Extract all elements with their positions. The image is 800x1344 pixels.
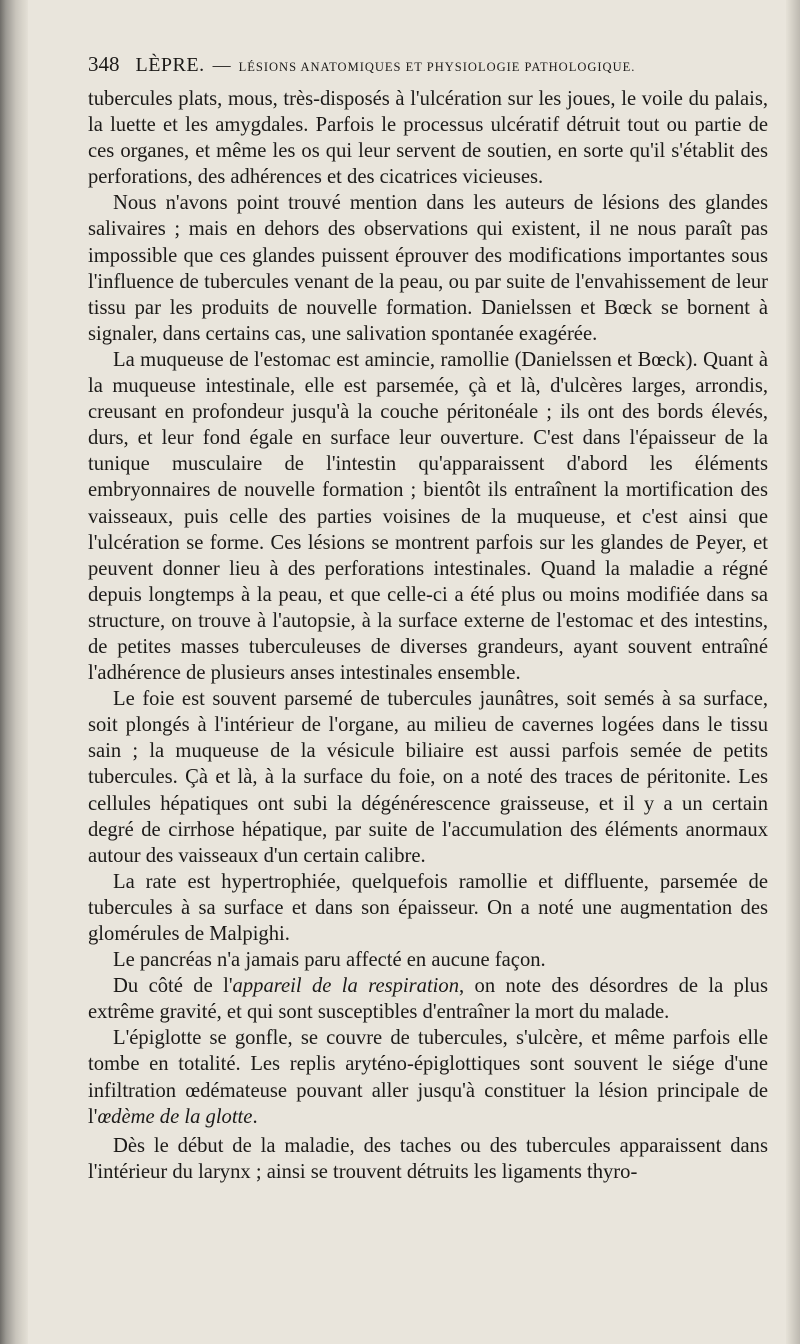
running-title: LÈPRE. — [135, 54, 205, 76]
paragraph-epiglottis — [88, 1025, 768, 1129]
respiration-text-after: , on note des désordres de la plus extrême gravité, et qui sont susceptibles d'entraîner la mort du malade. — [88, 975, 768, 1024]
scan-shadow-left — [0, 0, 28, 1344]
running-dash: — — [212, 55, 231, 75]
paragraph-salivary-glands: Nous n'avons point trouvé mention dans les auteurs de lésions des glandes salivaires ; mais en dehors des observations qui existent, il ne nous paraît pas impossible que ces glandes puissent éprouver des modifications importantes sous l'influence de tubercules venant de la peau, ou par suite de l'envahissement de leur tissu par les produits de nouvelle formation. Danielssen et Bœck se bornent à signaler, dans certains cas, une salivation spontanée exagérée. — [88, 192, 768, 345]
body-text — [88, 86, 768, 1185]
scan-shadow-right — [786, 0, 800, 1344]
running-header — [88, 52, 768, 86]
paragraph-spleen: La rate est hypertrophiée, quelquefois ramollie et diffluente, parsemée de tubercules à sa surface et dans son épaisseur. On a noté une augmentation des glomérules de Malpighi. — [88, 870, 768, 945]
running-subtitle: LÉSIONS ANATOMIQUES ET PHYSIOLOGIE PATHOLOGIQUE. — [238, 60, 636, 74]
paragraph-respiration — [88, 973, 768, 1025]
paragraph-pancreas: Le pancréas n'a jamais paru affecté en aucune façon. — [113, 949, 546, 972]
respiration-text-before: Du côté de l' — [113, 975, 233, 998]
epiglottis-text-after: . — [252, 1105, 258, 1128]
book-page — [88, 52, 768, 1185]
paragraph-stomach-intestine: La muqueuse de l'estomac est amincie, ramollie (Danielssen et Bœck). Quant à la muqueuse intestinale, elle est parsemée, çà et là, d'ulcères larges, arrondis, creusant en profondeur jusqu'à la couche péritonéale ; ils ont des bords élevés, durs, et leur fond égale en surface leur ouverture. C'est dans l'épaisseur de la tunique musculaire de l'intestin qu'apparaissent d'abord les éléments embryonnaires de nouvelle formation ; bientôt ils entraînent la mortification des vaisseaux, puis celle des parties voisines de la muqueuse, et c'est ainsi que l'ulcération se forme. Ces lésions se montrent parfois sur les glandes de Peyer, et peuvent donner lieu à des perforations intestinales. Quand la maladie a régné depuis longtemps à la peau, et que celle-ci a été plus ou moins modifiée dans sa structure, on trouve à l'autopsie, à la surface externe de l'estomac et des intestins, de petites masses tuberculeuses de diverses grandeurs, ayant souvent entraîné l'adhérence de plusieurs anses intestinales ensemble. — [88, 348, 768, 685]
page-number: 348 — [88, 52, 120, 76]
glottis-italic-term: œdème de la glotte — [97, 1105, 253, 1128]
paragraph-continuation: tubercules plats, mous, très-disposés à l'ulcération sur les joues, le voile du palais, la luette et les amygdales. Parfois le processus ulcératif détruit tout ou partie de ces organes, et même les os qui leur servent de soutien, en sorte qu'il s'établit des perforations, des adhérences et des cicatrices vicieuses. — [88, 88, 768, 189]
paragraph-liver: Le foie est souvent parsemé de tubercules jaunâtres, soit semés à sa surface, soit plongés à l'intérieur de l'organe, au milieu de cavernes logées dans le tissu sain ; la muqueuse de la vésicule biliaire est aussi parfois semée de petits tubercules. Çà et là, à la surface du foie, on a noté des traces de péritonite. Les cellules hépatiques ont subi la dégénérescence graisseuse, et il y a un certain degré de cirrhose hépatique, par suite de l'accumulation des éléments anormaux autour des vaisseaux d'un certain calibre. — [88, 688, 768, 867]
respiration-italic-term: appareil de la respiration — [232, 975, 459, 998]
paragraph-larynx: Dès le début de la maladie, des taches ou des tubercules apparaissent dans l'intérieur du larynx ; ainsi se trouvent détruits les ligaments thyro- — [88, 1134, 768, 1183]
epiglottis-text-before: L'épiglotte se gonfle, se couvre de tubercules, s'ulcère, et même parfois elle tombe en totalité. Les replis aryténo-épiglottiques sont souvent le siége d'une infiltration œdémateuse pouvant aller jusqu'à constituer la lésion principale de l' — [88, 1027, 768, 1128]
